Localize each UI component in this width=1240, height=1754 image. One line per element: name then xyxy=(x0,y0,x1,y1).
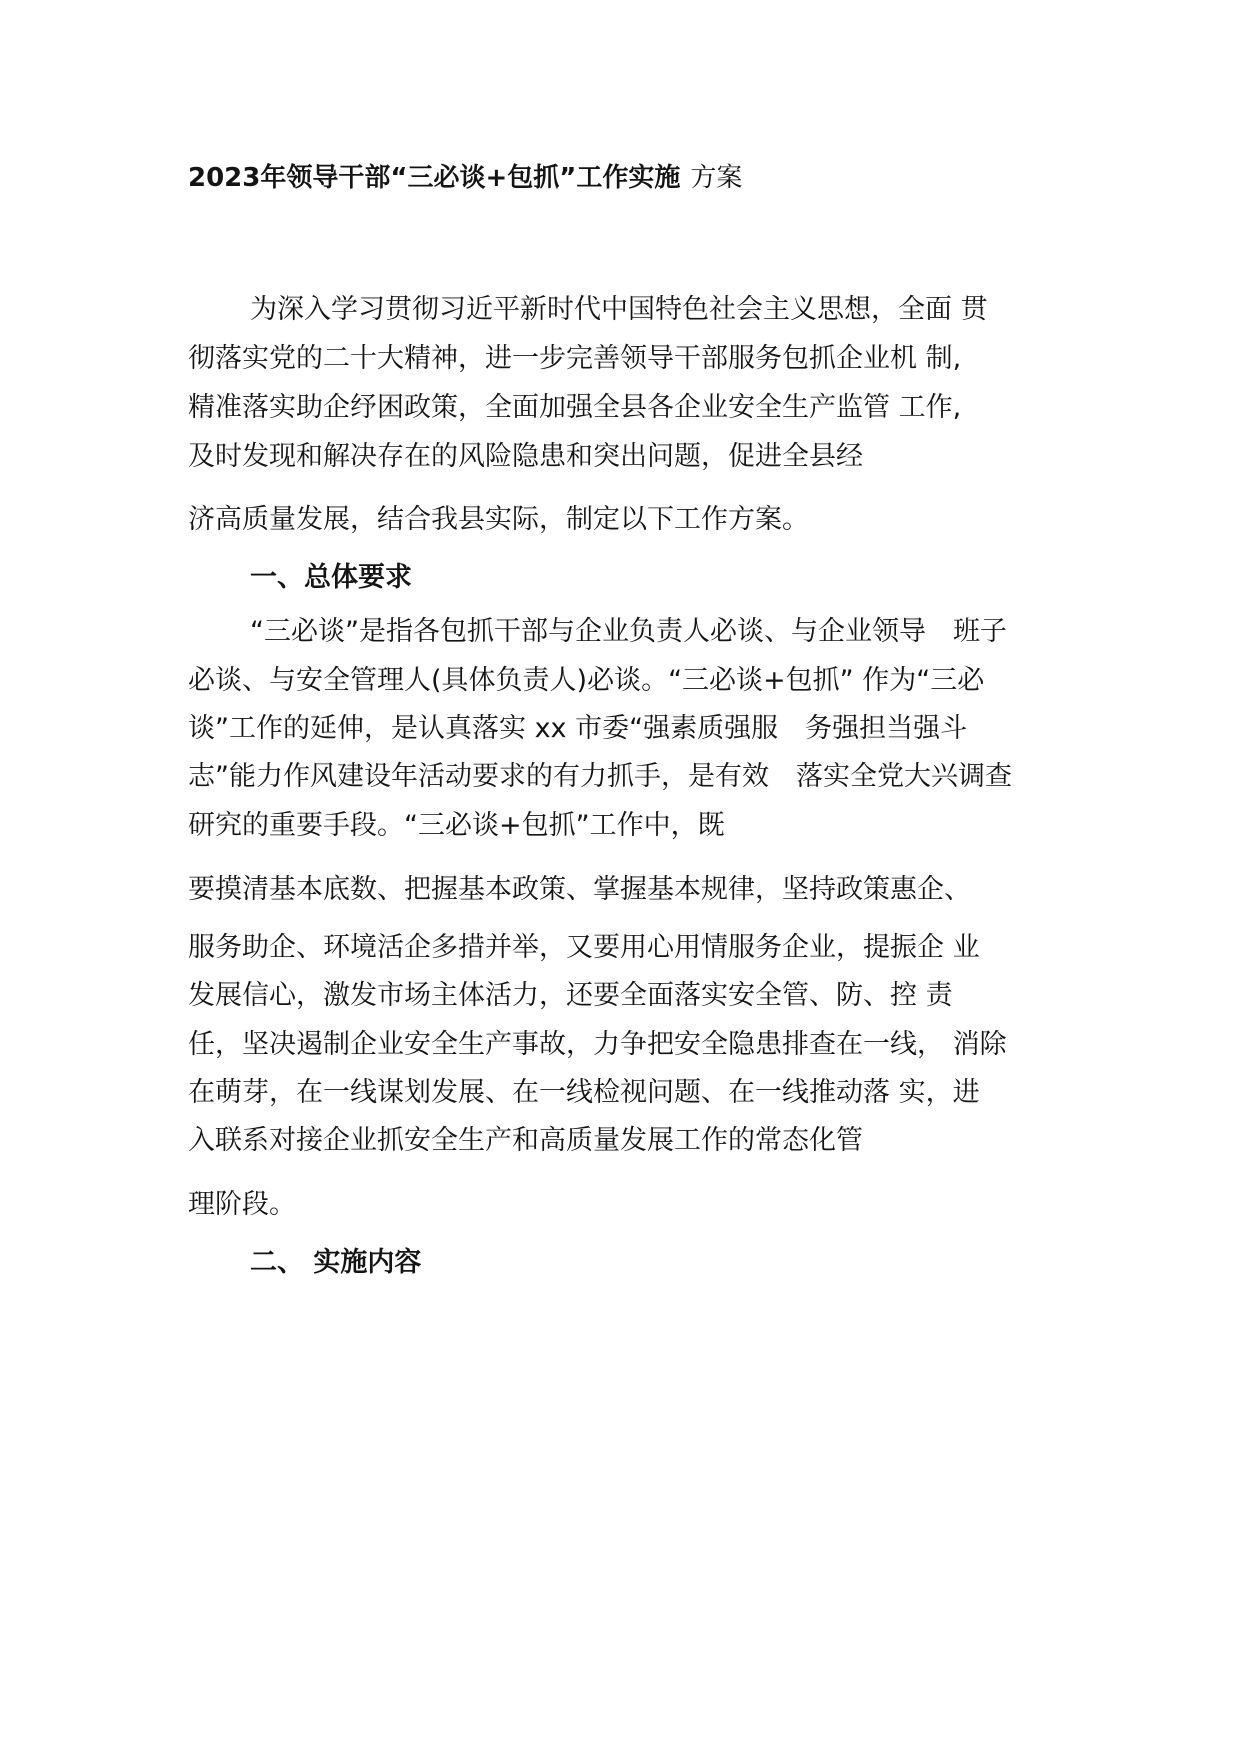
paragraph-line: 任，坚决遏制企业安全生产事故，力争把安全隐患排查在一线， 消除 xyxy=(188,1029,1007,1060)
document-title-suffix: 方案 xyxy=(690,163,743,193)
paragraph-line: 理阶段。 xyxy=(188,1189,296,1220)
section-heading-general-requirements: 一、总体要求 xyxy=(250,562,412,593)
paragraph-line: 彻落实党的二十大精神，进一步完善领导干部服务包抓企业机 制, xyxy=(188,343,962,374)
paragraph-line: 必谈、与安全管理人(具体负责人)必谈。“三必谈+包抓” 作为“三必 xyxy=(188,665,985,696)
section-heading-implementation-content: 二、 实施内容 xyxy=(250,1247,422,1278)
paragraph-line: 在萌芽，在一线谋划发展、在一线检视问题、在一线推动落 实，进 xyxy=(188,1077,980,1108)
paragraph-line: 济高质量发展，结合我县实际，制定以下工作方案。 xyxy=(188,504,809,535)
paragraph-line: 入联系对接企业抓安全生产和高质量发展工作的常态化管 xyxy=(188,1125,863,1156)
paragraph-line: 志”能力作风建设年活动要求的有力抓手，是有效 落实全党大兴调查 xyxy=(188,761,1012,792)
paragraph-line: 为深入学习贯彻习近平新时代中国特色社会主义思想，全面 贯 xyxy=(250,294,988,325)
document-title-main: 2023年领导干部“三必谈+包抓”工作实施 xyxy=(188,163,681,193)
document-title xyxy=(188,160,742,196)
paragraph-line: 服务助企、环境活企多措并举，又要用心用情服务企业，提振企 业 xyxy=(188,932,980,963)
paragraph-line: 谈”工作的延伸，是认真落实 xx 市委“强素质强服 务强担当强斗 xyxy=(188,713,968,744)
paragraph-line: 发展信心，激发市场主体活力，还要全面落实安全管、防、控 责 xyxy=(188,980,953,1011)
paragraph-line: “三必谈”是指各包抓干部与企业负责人必谈、与企业领导 班子 xyxy=(250,616,1007,647)
paragraph-line: 研究的重要手段。“三必谈+包抓”工作中，既 xyxy=(188,810,725,841)
paragraph-line: 及时发现和解决存在的风险隐患和突出问题，促进全县经 xyxy=(188,441,863,472)
paragraph-line: 要摸清基本底数、把握基本政策、掌握基本规律，坚持政策惠企、 xyxy=(188,874,971,905)
paragraph-line: 精准落实助企纾困政策，全面加强全县各企业安全生产监管 工作, xyxy=(188,392,962,423)
